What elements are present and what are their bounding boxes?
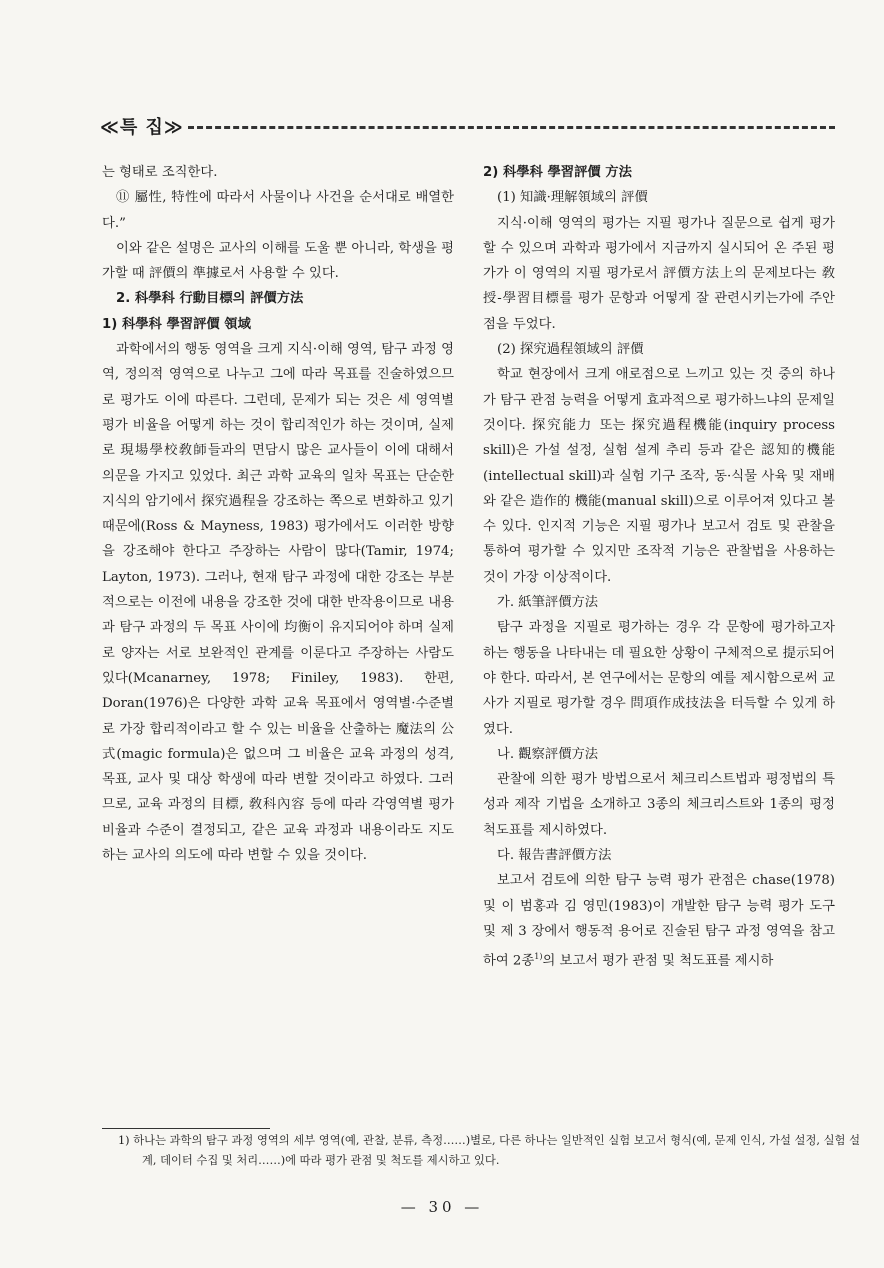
right-paragraph-5-part-1: 보고서 검토에 의한 탐구 능력 평가 관점은 chase(1978) 및 이 범홍과 김 영민(1983)이 개발한 탐구 능력 평가 도구 및 제 3 장에서 행동적 용어로 진술된 탐구 과정 영역을 참고하여 2종 bbox=[483, 873, 835, 969]
footnote: 1) 하나는 과학의 탐구 과정 영역의 세부 영역(예, 관찰, 분류, 측정……)별로, 다른 하나는 일반적인 실험 보고서 형식(예, 문제 인식, 가설 설정, 실험 설계, 데이터 수집 및 처리……)에 따라 평가 관점 및 척도를 제시하고 있다. bbox=[118, 1134, 860, 1167]
sub-heading-knowledge: (1) 知識·理解領域의 評價 bbox=[497, 190, 648, 206]
subsection-heading-2: 2) 科學科 學習評價 方法 bbox=[483, 165, 632, 180]
sub-heading-report: 다. 報告書評價方法 bbox=[497, 848, 612, 864]
subsection-heading-1: 1) 科學科 學習評價 領域 bbox=[102, 316, 251, 332]
right-paragraph-4: 관찰에 의한 평가 방법으로서 체크리스트법과 평정법의 특성과 제작 기법을 소개하고 3종의 체크리스트와 1종의 평정 척도표를 제시하였다. bbox=[483, 772, 835, 838]
left-paragraph-4: 과학에서의 행동 영역을 크게 지식·이해 영역, 탐구 과정 영역, 정의적 영역으로 나누고 그에 따라 목표를 진술하였으므로 평가도 이에 따른다. 그런데, 문제가 되는 것은 세 영역별 평가 비율을 어떻게 하는 것이 합리적인가 하는 것이며, 실제로 現場學校敎師들과의 면담시 많은 교사들이 이에 대해서 의문을 가지고 있었다. 최근 과학 교육의 일차 목표는 단순한 지식의 암기에서 探究過程을 강조하는 쪽으로 변화하고 있기 때문에(Ross & Mayness, 1983) 평가에서도 이러한 방향을 강조해야 한다고 주장하는 사람이 많다(Tamir, 1974; Layton, 1973). 그러나, 현재 탐구 과정에 대한 강조는 부분적으로는 이전에 내용을 강조한 것에 대한 반작용이므로 내용과 탐구 과정의 두 목표 사이에 均衡이 유지되어야 하며 실제로 양자는 서로 보완적인 관계를 이룬다고 주장하는 사람도 있다(Mcanarney, 1978; Finiley, 1983). 한편, Doran(1976)은 다양한 과학 교육 목표에서 영역별·수준별로 가장 합리적이라고 할 수 있는 비율을 산출하는 魔法의 公式(magic formula)은 없으며 그 비율은 교육 과정의 성격, 목표, 교사 및 대상 학생에 따라 변할 것이라고 하였다. 그러므로, 교육 과정의 目標, 敎科內容 등에 따라 각영역별 평가 비율과 수준이 결정되고, 같은 교육 과정과 내용이라도 지도하는 교사의 의도에 따라 변할 수 있을 것이다. bbox=[102, 342, 454, 864]
header-label: ≪특 집≫ bbox=[100, 117, 184, 138]
left-column bbox=[102, 160, 454, 868]
sub-heading-observation: 나. 觀察評價方法 bbox=[497, 746, 599, 762]
footnote-rule bbox=[102, 1128, 270, 1129]
footnote-reference: 1) bbox=[534, 952, 543, 962]
right-paragraph-3: 탐구 과정을 지필로 평가하는 경우 각 문항에 평가하고자 하는 행동을 나타내는 데 필요한 상황이 구체적으로 提示되어야 한다. 따라서, 본 연구에서는 문항의 예를 제시함으로써 교사가 지필로 평가할 경우 問項作成技法을 터득할 수 있게 하였다. bbox=[483, 620, 835, 737]
right-paragraph-2: 학교 현장에서 크게 애로점으로 느끼고 있는 것 중의 하나가 탐구 관점 능력을 어떻게 효과적으로 평가하느냐의 문제일 것이다. 探究能力 또는 探究過程機能(inquiry process skill)은 가설 설정, 실험 설계 추리 등과 같은 認知的機能(intellectual skill)과 실험 기구 조작, 동·식물 사육 및 재배와 같은 造作的 機能(manual skill)으로 이루어져 있다고 볼 수 있다. 인지적 기능은 지필 평가나 보고서 검토 및 관찰을 통하여 평가할 수 있지만 조작적 기능은 관찰법을 사용하는 것이 가장 이상적이다. bbox=[483, 367, 835, 585]
left-paragraph-3: 이와 같은 설명은 교사의 이해를 도울 뿐 아니라, 학생을 평가할 때 評價의 準據로서 사용할 수 있다. bbox=[102, 240, 454, 282]
header-dashed-rule bbox=[188, 126, 835, 129]
sub-heading-paper-test: 가. 紙筆評價方法 bbox=[497, 595, 599, 611]
right-paragraph-1: 지식·이해 영역의 평가는 지필 평가나 질문으로 쉽게 평가할 수 있으며 과학과 평가에서 지금까지 실시되어 온 주된 평가가 이 영역의 지필 평가로서 評價方法上의 문제보다는 敎授-學習目標를 평가 문항과 어떻게 잘 관련시키는가에 주안점을 두었다. bbox=[483, 215, 835, 332]
section-heading-2: 2. 科學科 行動目標의 評價方法 bbox=[116, 291, 304, 307]
sub-heading-inquiry: (2) 探究過程領域의 評價 bbox=[497, 342, 644, 358]
left-paragraph-2: ⑪ 屬性, 特性에 따라서 사물이나 사건을 순서대로 배열한다.” bbox=[102, 190, 454, 231]
right-column bbox=[483, 160, 835, 974]
right-paragraph-5-part-2: 의 보고서 평가 관점 및 척도표를 제시하 bbox=[542, 953, 774, 969]
section-header bbox=[100, 113, 835, 139]
left-paragraph-1: 는 형태로 조직한다. bbox=[102, 165, 218, 180]
right-paragraph-5 bbox=[483, 868, 835, 974]
page-number: — 30 — bbox=[400, 1198, 484, 1216]
